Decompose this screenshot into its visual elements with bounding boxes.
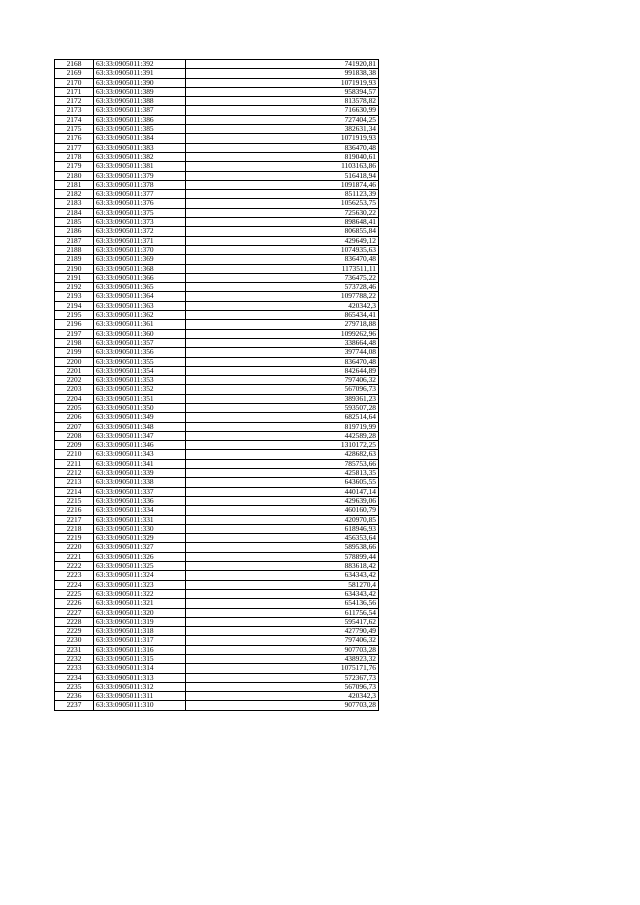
cadastral-number-cell: 63:33:0905011:379 [94,171,186,180]
row-number-cell: 2231 [55,645,94,654]
row-number-cell: 2168 [55,60,94,69]
value-cell: 442589,28 [186,431,379,440]
cadastral-number-cell: 63:33:0905011:351 [94,394,186,403]
row-number-cell: 2195 [55,311,94,320]
row-number-cell: 2203 [55,385,94,394]
table-row [55,236,379,245]
row-number-cell: 2213 [55,478,94,487]
table-row [55,478,379,487]
cadastral-number-cell: 63:33:0905011:316 [94,645,186,654]
cadastral-number-cell: 63:33:0905011:319 [94,617,186,626]
row-number-cell: 2207 [55,422,94,431]
cadastral-number-cell: 63:33:0905011:343 [94,450,186,459]
value-cell: 634343,42 [186,589,379,598]
row-number-cell: 2211 [55,459,94,468]
value-cell: 460160,79 [186,506,379,515]
value-cell: 682514,64 [186,413,379,422]
cadastral-number-cell: 63:33:0905011:361 [94,320,186,329]
cadastral-number-cell: 63:33:0905011:382 [94,152,186,161]
row-number-cell: 2233 [55,664,94,673]
cadastral-number-cell: 63:33:0905011:334 [94,506,186,515]
table-row [55,60,379,69]
table-row [55,301,379,310]
value-cell: 428682,63 [186,450,379,459]
row-number-cell: 2237 [55,701,94,710]
cadastral-number-cell: 63:33:0905011:376 [94,199,186,208]
value-cell: 797406,32 [186,376,379,385]
table-body [55,60,379,711]
value-cell: 806855,84 [186,227,379,236]
cadastral-number-cell: 63:33:0905011:323 [94,580,186,589]
cadastral-number-cell: 63:33:0905011:325 [94,562,186,571]
document-table-container [54,59,376,711]
value-cell: 819040,61 [186,152,379,161]
row-number-cell: 2180 [55,171,94,180]
table-row [55,441,379,450]
table-row [55,599,379,608]
row-number-cell: 2189 [55,255,94,264]
table-row [55,413,379,422]
row-number-cell: 2201 [55,366,94,375]
value-cell: 1056253,75 [186,199,379,208]
row-number-cell: 2221 [55,552,94,561]
row-number-cell: 2224 [55,580,94,589]
cadastral-number-cell: 63:33:0905011:313 [94,673,186,682]
table-row [55,487,379,496]
cadastral-number-cell: 63:33:0905011:353 [94,376,186,385]
row-number-cell: 2236 [55,692,94,701]
value-cell: 836470,48 [186,255,379,264]
cadastral-number-cell: 63:33:0905011:381 [94,162,186,171]
table-row [55,376,379,385]
row-number-cell: 2230 [55,636,94,645]
cadastral-number-cell: 63:33:0905011:310 [94,701,186,710]
row-number-cell: 2183 [55,199,94,208]
cadastral-number-cell: 63:33:0905011:326 [94,552,186,561]
cadastral-number-cell: 63:33:0905011:330 [94,524,186,533]
cadastral-number-cell: 63:33:0905011:369 [94,255,186,264]
row-number-cell: 2226 [55,599,94,608]
row-number-cell: 2173 [55,106,94,115]
value-cell: 716630,99 [186,106,379,115]
table-row [55,496,379,505]
value-cell: 581270,4 [186,580,379,589]
row-number-cell: 2190 [55,264,94,273]
row-number-cell: 2200 [55,357,94,366]
cadastral-number-cell: 63:33:0905011:336 [94,496,186,505]
value-cell: 1310172,25 [186,441,379,450]
value-cell: 907703,28 [186,701,379,710]
value-cell: 438923,32 [186,655,379,664]
row-number-cell: 2202 [55,376,94,385]
table-row [55,78,379,87]
row-number-cell: 2228 [55,617,94,626]
cadastral-number-cell: 63:33:0905011:392 [94,60,186,69]
cadastral-number-cell: 63:33:0905011:347 [94,431,186,440]
row-number-cell: 2206 [55,413,94,422]
value-cell: 991838,38 [186,69,379,78]
value-cell: 425813,35 [186,469,379,478]
cadastral-number-cell: 63:33:0905011:318 [94,627,186,636]
cadastral-number-cell: 63:33:0905011:370 [94,245,186,254]
cadastral-number-cell: 63:33:0905011:312 [94,682,186,691]
row-number-cell: 2196 [55,320,94,329]
row-number-cell: 2174 [55,115,94,124]
cadastral-number-cell: 63:33:0905011:322 [94,589,186,598]
cadastral-number-cell: 63:33:0905011:355 [94,357,186,366]
value-cell: 727404,25 [186,115,379,124]
row-number-cell: 2185 [55,218,94,227]
table-row [55,292,379,301]
value-cell: 611756,54 [186,608,379,617]
row-number-cell: 2205 [55,403,94,412]
table-row [55,152,379,161]
cadastral-number-cell: 63:33:0905011:375 [94,208,186,217]
table-row [55,69,379,78]
value-cell: 427790,49 [186,627,379,636]
cadastral-number-cell: 63:33:0905011:350 [94,403,186,412]
table-row [55,348,379,357]
cadastral-number-cell: 63:33:0905011:368 [94,264,186,273]
row-number-cell: 2192 [55,283,94,292]
row-number-cell: 2215 [55,496,94,505]
row-number-cell: 2225 [55,589,94,598]
table-row [55,682,379,691]
value-cell: 851123,39 [186,190,379,199]
table-row [55,227,379,236]
table-row [55,422,379,431]
value-cell: 1071919,93 [186,78,379,87]
row-number-cell: 2208 [55,431,94,440]
row-number-cell: 2227 [55,608,94,617]
value-cell: 429639,06 [186,496,379,505]
table-row [55,357,379,366]
row-number-cell: 2223 [55,571,94,580]
row-number-cell: 2178 [55,152,94,161]
value-cell: 1075171,76 [186,664,379,673]
value-cell: 898648,41 [186,218,379,227]
value-cell: 836470,48 [186,143,379,152]
cadastral-number-cell: 63:33:0905011:349 [94,413,186,422]
value-cell: 567096,73 [186,385,379,394]
value-cell: 797406,32 [186,636,379,645]
value-cell: 958394,57 [186,87,379,96]
row-number-cell: 2217 [55,515,94,524]
table-row [55,255,379,264]
cadastral-value-table [54,59,379,711]
table-row [55,543,379,552]
value-cell: 420342,3 [186,301,379,310]
value-cell: 725630,22 [186,208,379,217]
table-row [55,283,379,292]
cadastral-number-cell: 63:33:0905011:362 [94,311,186,320]
row-number-cell: 2197 [55,329,94,338]
value-cell: 420342,3 [186,692,379,701]
table-row [55,87,379,96]
cadastral-number-cell: 63:33:0905011:363 [94,301,186,310]
value-cell: 654136,56 [186,599,379,608]
value-cell: 819719,99 [186,422,379,431]
cadastral-number-cell: 63:33:0905011:366 [94,273,186,282]
value-cell: 1074935,63 [186,245,379,254]
table-row [55,320,379,329]
cadastral-number-cell: 63:33:0905011:372 [94,227,186,236]
table-row [55,106,379,115]
table-row [55,515,379,524]
table-row [55,143,379,152]
value-cell: 572367,73 [186,673,379,682]
table-row [55,589,379,598]
row-number-cell: 2182 [55,190,94,199]
row-number-cell: 2191 [55,273,94,282]
cadastral-number-cell: 63:33:0905011:329 [94,534,186,543]
row-number-cell: 2172 [55,97,94,106]
table-row [55,692,379,701]
value-cell: 456353,64 [186,534,379,543]
cadastral-number-cell: 63:33:0905011:324 [94,571,186,580]
value-cell: 785753,66 [186,459,379,468]
value-cell: 1173511,11 [186,264,379,273]
cadastral-number-cell: 63:33:0905011:364 [94,292,186,301]
table-row [55,608,379,617]
value-cell: 618946,93 [186,524,379,533]
cadastral-number-cell: 63:33:0905011:387 [94,106,186,115]
table-row [55,431,379,440]
cadastral-number-cell: 63:33:0905011:354 [94,366,186,375]
table-row [55,199,379,208]
value-cell: 567096,73 [186,682,379,691]
table-row [55,655,379,664]
value-cell: 1091874,46 [186,180,379,189]
row-number-cell: 2216 [55,506,94,515]
table-row [55,664,379,673]
table-row [55,385,379,394]
row-number-cell: 2169 [55,69,94,78]
value-cell: 595417,62 [186,617,379,626]
cadastral-number-cell: 63:33:0905011:391 [94,69,186,78]
table-row [55,673,379,682]
table-row [55,636,379,645]
table-row [55,264,379,273]
value-cell: 440147,14 [186,487,379,496]
row-number-cell: 2222 [55,562,94,571]
table-row [55,580,379,589]
value-cell: 1103163,86 [186,162,379,171]
cadastral-number-cell: 63:33:0905011:390 [94,78,186,87]
value-cell: 420970,85 [186,515,379,524]
cadastral-number-cell: 63:33:0905011:321 [94,599,186,608]
cadastral-number-cell: 63:33:0905011:339 [94,469,186,478]
value-cell: 736475,22 [186,273,379,282]
table-row [55,534,379,543]
cadastral-number-cell: 63:33:0905011:388 [94,97,186,106]
table-row [55,329,379,338]
table-row [55,562,379,571]
cadastral-number-cell: 63:33:0905011:389 [94,87,186,96]
value-cell: 1099262,96 [186,329,379,338]
row-number-cell: 2179 [55,162,94,171]
cadastral-number-cell: 63:33:0905011:378 [94,180,186,189]
cadastral-number-cell: 63:33:0905011:311 [94,692,186,701]
table-row [55,469,379,478]
cadastral-number-cell: 63:33:0905011:341 [94,459,186,468]
table-row [55,524,379,533]
row-number-cell: 2193 [55,292,94,301]
row-number-cell: 2186 [55,227,94,236]
row-number-cell: 2181 [55,180,94,189]
row-number-cell: 2229 [55,627,94,636]
value-cell: 813578,82 [186,97,379,106]
value-cell: 516418,94 [186,171,379,180]
cadastral-number-cell: 63:33:0905011:315 [94,655,186,664]
cadastral-number-cell: 63:33:0905011:327 [94,543,186,552]
row-number-cell: 2184 [55,208,94,217]
table-row [55,450,379,459]
row-number-cell: 2210 [55,450,94,459]
cadastral-number-cell: 63:33:0905011:385 [94,125,186,134]
table-row [55,208,379,217]
table-row [55,115,379,124]
row-number-cell: 2194 [55,301,94,310]
value-cell: 1071919,93 [186,134,379,143]
table-row [55,617,379,626]
value-cell: 836470,48 [186,357,379,366]
row-number-cell: 2214 [55,487,94,496]
table-row [55,134,379,143]
table-row [55,190,379,199]
cadastral-number-cell: 63:33:0905011:360 [94,329,186,338]
cadastral-number-cell: 63:33:0905011:320 [94,608,186,617]
table-row [55,571,379,580]
value-cell: 883618,42 [186,562,379,571]
row-number-cell: 2234 [55,673,94,682]
table-row [55,701,379,710]
cadastral-number-cell: 63:33:0905011:352 [94,385,186,394]
row-number-cell: 2235 [55,682,94,691]
value-cell: 589538,66 [186,543,379,552]
cadastral-number-cell: 63:33:0905011:317 [94,636,186,645]
table-row [55,171,379,180]
row-number-cell: 2204 [55,394,94,403]
cadastral-number-cell: 63:33:0905011:331 [94,515,186,524]
value-cell: 338664,48 [186,338,379,347]
cadastral-number-cell: 63:33:0905011:384 [94,134,186,143]
row-number-cell: 2170 [55,78,94,87]
row-number-cell: 2220 [55,543,94,552]
table-row [55,627,379,636]
table-row [55,273,379,282]
value-cell: 1097788,22 [186,292,379,301]
cadastral-number-cell: 63:33:0905011:377 [94,190,186,199]
cadastral-number-cell: 63:33:0905011:365 [94,283,186,292]
cadastral-number-cell: 63:33:0905011:383 [94,143,186,152]
row-number-cell: 2218 [55,524,94,533]
cadastral-number-cell: 63:33:0905011:386 [94,115,186,124]
cadastral-number-cell: 63:33:0905011:371 [94,236,186,245]
row-number-cell: 2209 [55,441,94,450]
table-row [55,403,379,412]
row-number-cell: 2171 [55,87,94,96]
cadastral-number-cell: 63:33:0905011:338 [94,478,186,487]
row-number-cell: 2175 [55,125,94,134]
row-number-cell: 2219 [55,534,94,543]
value-cell: 842644,89 [186,366,379,375]
table-row [55,366,379,375]
table-row [55,552,379,561]
row-number-cell: 2199 [55,348,94,357]
cadastral-number-cell: 63:33:0905011:314 [94,664,186,673]
value-cell: 907703,28 [186,645,379,654]
value-cell: 397744,08 [186,348,379,357]
table-row [55,180,379,189]
table-row [55,645,379,654]
value-cell: 865434,41 [186,311,379,320]
row-number-cell: 2177 [55,143,94,152]
row-number-cell: 2187 [55,236,94,245]
cadastral-number-cell: 63:33:0905011:348 [94,422,186,431]
value-cell: 643605,55 [186,478,379,487]
row-number-cell: 2212 [55,469,94,478]
cadastral-number-cell: 63:33:0905011:337 [94,487,186,496]
cadastral-number-cell: 63:33:0905011:346 [94,441,186,450]
table-row [55,394,379,403]
table-row [55,338,379,347]
row-number-cell: 2198 [55,338,94,347]
value-cell: 429649,12 [186,236,379,245]
value-cell: 578899,44 [186,552,379,561]
table-row [55,97,379,106]
row-number-cell: 2176 [55,134,94,143]
value-cell: 593507,28 [186,403,379,412]
row-number-cell: 2188 [55,245,94,254]
value-cell: 573728,46 [186,283,379,292]
table-row [55,459,379,468]
value-cell: 741920,81 [186,60,379,69]
table-row [55,125,379,134]
value-cell: 389361,23 [186,394,379,403]
table-row [55,245,379,254]
table-row [55,311,379,320]
table-row [55,506,379,515]
value-cell: 634343,42 [186,571,379,580]
cadastral-number-cell: 63:33:0905011:356 [94,348,186,357]
value-cell: 279718,88 [186,320,379,329]
value-cell: 382631,34 [186,125,379,134]
cadastral-number-cell: 63:33:0905011:373 [94,218,186,227]
row-number-cell: 2232 [55,655,94,664]
cadastral-number-cell: 63:33:0905011:357 [94,338,186,347]
table-row [55,218,379,227]
table-row [55,162,379,171]
